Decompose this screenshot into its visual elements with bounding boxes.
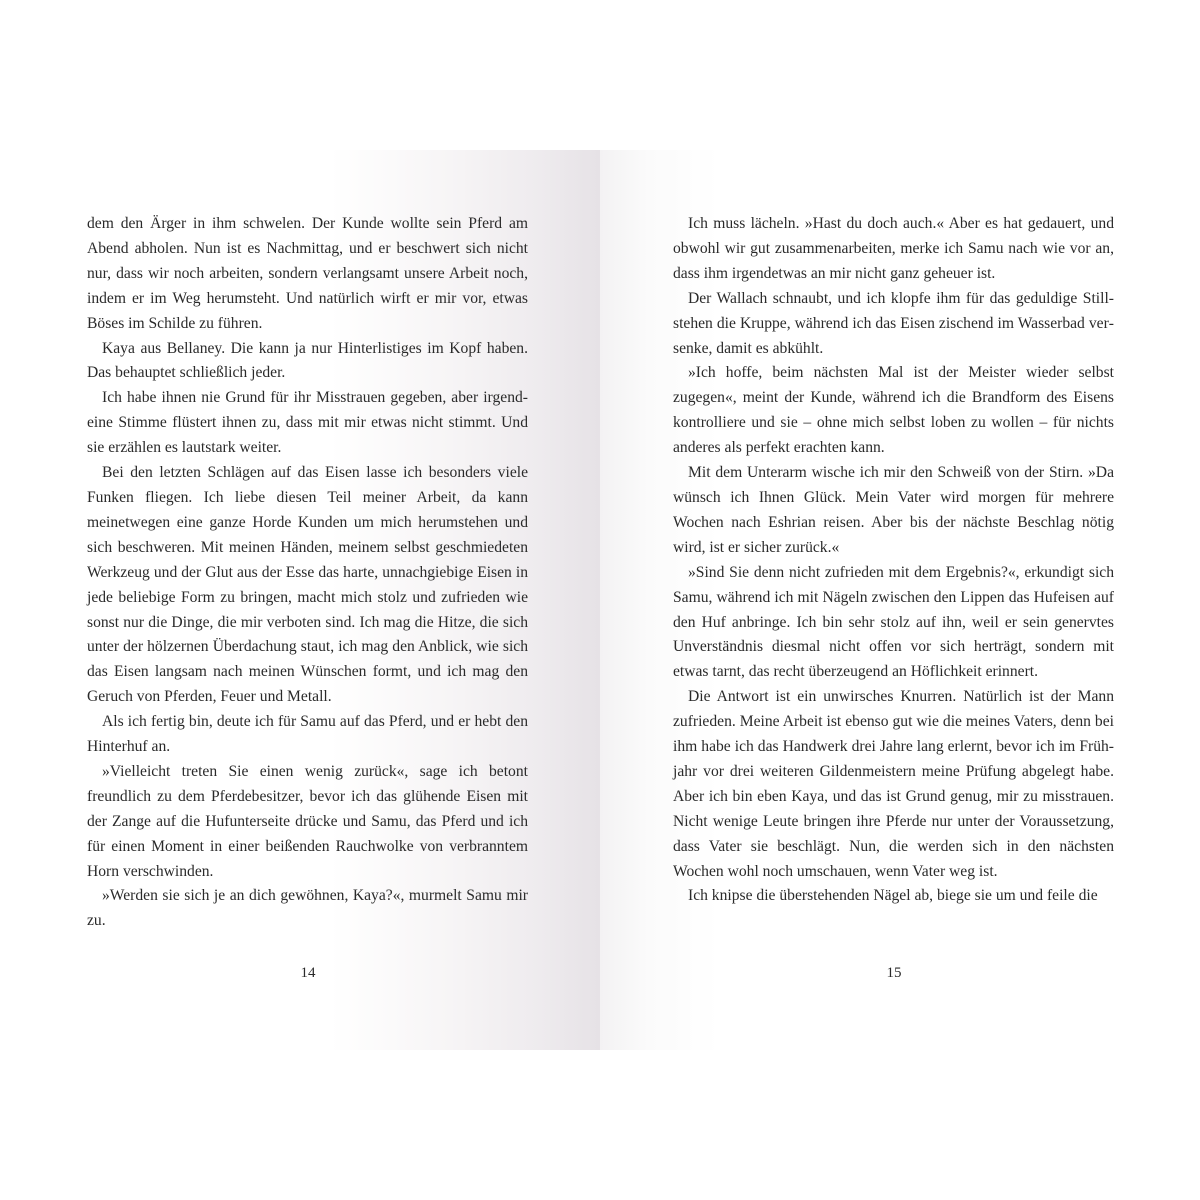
paragraph: Mit dem Unterarm wische ich mir den Schweiß von der Stirn. »Da wünsch ich Ihnen Glück. Mein Vater wird morgen für mehrere Wochen nach Eshrian reisen. Aber bis der nächste Beschlag nötig wird, ist er sicher zurück.« <box>673 464 1114 556</box>
right-page <box>600 150 1200 1050</box>
paragraph: »Ich hoffe, beim nächsten Mal ist der Meister wieder selbst zugegen«, meint der Kunde, während ich die Brandform des Eisens kontrolliere und sie – ohne mich selbst loben zu wollen – für nichts anderes als perfekt erachten kann. <box>673 364 1114 457</box>
paragraph: Ich knipse die überstehenden Nägel ab, biege sie um und feile die <box>688 887 1098 905</box>
paragraph: Kaya aus Bellaney. Die kann ja nur Hinterlistiges im Kopf haben. Das behauptet schließlich jeder. <box>87 339 528 382</box>
paragraph: Bei den letzten Schlägen auf das Eisen lasse ich besonders viele Funken fliegen. Ich liebe diesen Teil meiner Arbeit, da kann meinetwegen eine ganze Horde Kunden um mich herumstehen und sich beschweren. Mit meinen Händen, meinem selbst geschmiedeten Werkzeug und der Glut aus der Esse das harte, unnachgiebige Eisen in jede beliebige Form zu bringen, macht mich stolz und zufrieden wie sonst nur die Dinge, die mir verboten sind. Ich mag die Hitze, die sich unter der hölzernen Überdachung staut, ich mag den Anblick, wie sich das Eisen langsam nach meinen Wünschen formt, und ich mag den Geruch von Pferden, Feuer und Metall. <box>87 464 528 706</box>
paragraph: »Sind Sie denn nicht zufrieden mit dem Ergebnis?«, erkundigt sich Samu, während ich mit Nägeln zwischen den Lippen das Hufeisen auf den Huf anbringe. Ich bin sehr stolz auf ihn, weil er sein genervtes Unverständnis diesmal nicht offen vor sich herträgt, sondern mit etwas tarnt, das recht überzeugend an Höflichkeit erinnert. <box>673 563 1114 681</box>
paragraph: Ich muss lächeln. »Hast du doch auch.« Aber es hat gedauert, und obwohl wir gut zusammenarbeiten, merke ich Samu nach wie vor an, dass ihm irgendetwas an mir nicht ganz geheuer ist. <box>673 215 1114 282</box>
right-page-text <box>673 212 1114 909</box>
paragraph: Der Wallach schnaubt, und ich klopfe ihm für das geduldige Stillstehen die Kruppe, während ich das Eisen zischend im Wasserbad versenke, damit es abkühlt. <box>673 289 1114 357</box>
book-spread <box>0 150 1200 1050</box>
paragraph: Als ich fertig bin, deute ich für Samu auf das Pferd, und er hebt den Hinterhuf an. <box>87 713 528 756</box>
page-number: 14 <box>300 965 316 981</box>
page-number: 15 <box>886 965 902 981</box>
paragraph: »Vielleicht treten Sie einen wenig zurück«, sage ich betont freundlich zu dem Pferdebesitzer, bevor ich das glühende Eisen mit der Zange auf die Hufunterseite drücke und Samu, das Pferd und ich für einen Moment in einer beißenden Rauchwolke von verbranntem Horn verschwinden. <box>87 762 528 880</box>
left-page <box>0 150 600 1050</box>
paragraph: Die Antwort ist ein unwirsches Knurren. Natürlich ist der Mann zufrieden. Meine Arbeit ist ebenso gut wie die meines Vaters, denn bei ihm habe ich das Handwerk drei Jahre lang erlernt, bevor ich im Frühjahr vor drei weiteren Gildenmeistern meine Prüfung abgelegt habe. Aber ich bin eben Kaya, und das ist Grund genug, mir zu misstrauen. Nicht wenige Leute bringen ihre Pferde nur unter der Voraussetzung, dass Vater sie beschlägt. Nun, die werden sich in den nächsten Wochen wohl noch umschauen, wenn Vater weg ist. <box>673 688 1114 880</box>
paragraph: dem den Ärger in ihm schwelen. Der Kunde wollte sein Pferd am Abend abholen. Nun ist es Nachmittag, und er beschwert sich nicht nur, dass wir noch arbeiten, sondern verlangsamt unsere Arbeit noch, indem er im Weg herumsteht. Und natürlich wirft er mir vor, etwas Böses im Schilde zu führen. <box>87 215 528 332</box>
paragraph: »Werden sie sich je an dich gewöhnen, Kaya?«, murmelt Samu mir zu. <box>87 887 528 930</box>
left-page-text <box>87 212 528 934</box>
paragraph: Ich habe ihnen nie Grund für ihr Misstrauen gegeben, aber irgendeine Stimme flüstert ihnen zu, dass mit mir etwas nicht stimmt. Und sie erzählen es lautstark weiter. <box>87 389 528 457</box>
